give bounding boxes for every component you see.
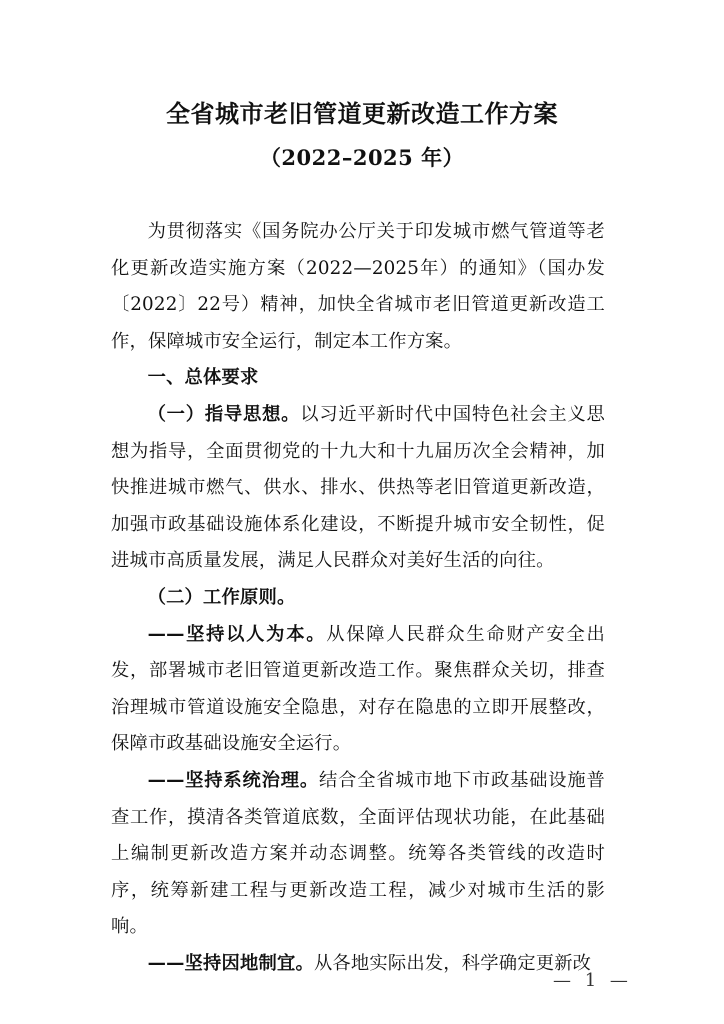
- paragraph-text: 以习近平新时代中国特色社会主义思想为指导，全面贯彻党的十九大和十九届历次全会精神，加快推进城市燃气、供水、排水、供热等老旧管道更新改造，加强市政基础设施体系化建设，不断提升城市安全韧性，促进城市高质量发展，满足人民群众对美好生活的向往。: [111, 403, 605, 572]
- paragraph-text: 从各地实际出发，科学确定更新改: [313, 952, 592, 974]
- document-title: 全省城市老旧管道更新改造工作方案: [166, 99, 558, 128]
- subheading-guiding-thought: （一）指导思想。: [147, 403, 301, 425]
- principle-people-lead: ——坚持以人为本。: [147, 623, 327, 645]
- principle-system-lead: ——坚持系统治理。: [147, 769, 319, 791]
- paragraph-text: 结合全省城市地下市政基础设施普查工作，摸清各类管道底数，全面评估现状功能，在此基础上编制更新改造方案并动态调整。统筹各类管线的改造时序，统筹新建工程与更新改造工程，减少对城市生活的影响。: [111, 769, 605, 938]
- guiding-thought-paragraph: [111, 397, 605, 580]
- work-principles-paragraph: [111, 580, 605, 617]
- principle-local-paragraph: [111, 946, 605, 983]
- paragraph-text: 从保障人民群众生命财产安全出发，部署城市老旧管道更新改造工作。聚焦群众关切，排查治理城市管道设施安全隐患，对存在隐患的立即开展整改，保障市政基础设施安全运行。: [111, 623, 605, 755]
- document-body: [111, 214, 605, 982]
- section-heading: [111, 360, 605, 397]
- intro-paragraph: [111, 214, 605, 360]
- subheading-work-principles: （二）工作原则。: [147, 586, 296, 608]
- principle-local-lead: ——坚持因地制宜。: [147, 952, 314, 974]
- section-heading-text: 一、总体要求: [147, 367, 259, 389]
- principle-system-paragraph: [111, 763, 605, 946]
- page-number: — 1 —: [553, 970, 632, 991]
- document-subtitle: （2022–2025 年）: [259, 145, 465, 170]
- intro-text: 为贯彻落实《国务院办公厅关于印发城市燃气管道等老化更新改造实施方案（2022—2025年）的通知》（国办发〔2022〕22号）精神，加快全省城市老旧管道更新改造工作，保障城市安全运行，制定本工作方案。: [111, 221, 605, 352]
- principle-people-paragraph: [111, 617, 605, 763]
